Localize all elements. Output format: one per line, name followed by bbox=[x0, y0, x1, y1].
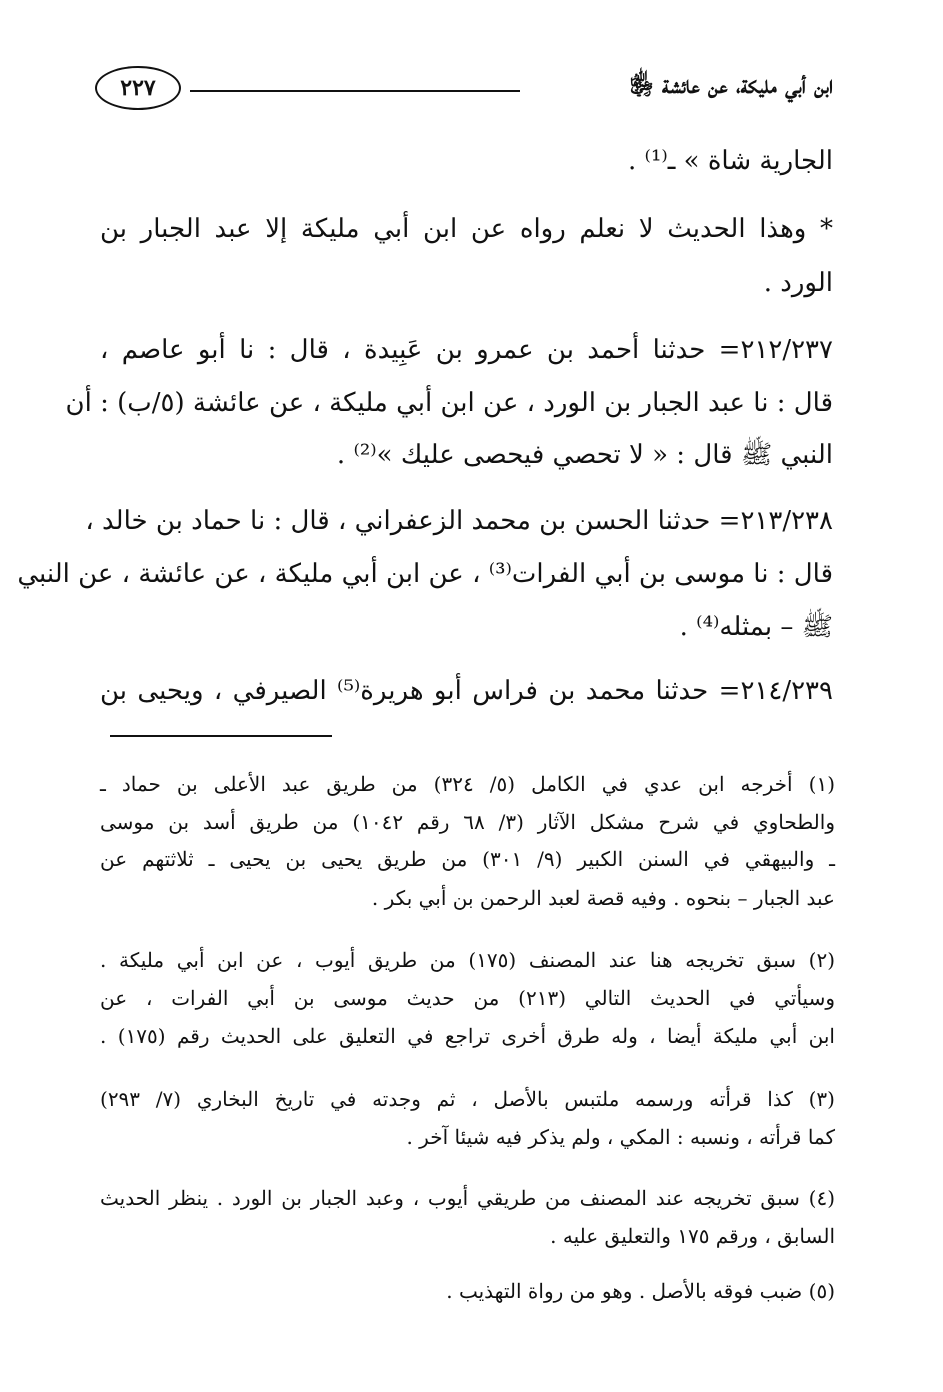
footnote-line: عبد الجبار – بنحوه . وفيه قصة لعبد الرحمن بن أبي بكر . bbox=[371, 886, 835, 910]
footnote-line: والطحاوي في شرح مشكل الآثار (٣/ ٦٨ رقم ١٠٤٢) من طريق أسد بن موسى bbox=[100, 810, 835, 834]
body-line: قال : نا موسى بن أبي الفرات⁽³⁾ ، عن ابن أبي مليكة ، عن عائشة ، عن النبي bbox=[17, 559, 833, 589]
body-line: الجارية شاة » ـ⁽¹⁾ . bbox=[628, 146, 833, 176]
running-title: ابن أبي مليكة، عن عائشة ﵂ bbox=[629, 70, 833, 99]
footnote-line: ابن أبي مليكة أيضا ، وله طرق أخرى تراجع في التعليق على الحديث رقم (١٧٥) . bbox=[100, 1024, 835, 1048]
footnote-line: (١) أخرجه ابن عدي في الكامل (٥/ ٣٢٤) من طريق عبد الأعلى بن حماد ـ bbox=[100, 772, 835, 796]
footnote-line: السابق ، ورقم ١٧٥ والتعليق عليه . bbox=[550, 1224, 835, 1248]
body-line: قال : نا عبد الجبار بن الورد ، عن ابن أبي مليكة ، عن عائشة (٥/ب) : أن bbox=[65, 388, 833, 418]
body-line: النبي ﷺ قال : « لا تحصي فيحصى عليك »⁽²⁾ . bbox=[336, 440, 833, 470]
footnote-rule bbox=[110, 735, 332, 737]
page-number: ٢٢٧ bbox=[120, 75, 156, 101]
footnote-line: كما قرأته ، ونسبه : المكي ، ولم يذكر فيه شيئا آخر . bbox=[406, 1125, 835, 1149]
body-line: ٢١٤/٢٣٩= حدثنا محمد بن فراس أبو هريرة⁽⁵⁾ الصيرفي ، ويحيى بن bbox=[100, 676, 833, 706]
footnote-line: (٥) ضبب فوقه بالأصل . وهو من رواة التهذيب . bbox=[446, 1279, 835, 1303]
body-line: ٢١٣/٢٣٨= حدثنا الحسن بن محمد الزعفراني ، قال : نا حماد بن خالد ، bbox=[85, 506, 833, 536]
footnote-line: (٤) سبق تخريجه عند المصنف من طريقي أيوب ، وعبد الجبار بن الورد . ينظر الحديث bbox=[100, 1186, 835, 1210]
footnote-line: (٢) سبق تخريجه هنا عند المصنف (١٧٥) من طريق أيوب ، عن ابن أبي مليكة . bbox=[100, 948, 836, 972]
body-line: * وهذا الحديث لا نعلم رواه عن ابن أبي مليكة إلا عبد الجبار بن bbox=[100, 214, 833, 244]
body-line: الورد . bbox=[763, 268, 833, 298]
body-line: ٢١٢/٢٣٧= حدثنا أحمد بن عمرو بن عَبِيدة ، قال : نا أبو عاصم ، bbox=[100, 335, 833, 365]
header-rule bbox=[190, 90, 520, 92]
body-line: ﷺ – بمثله⁽⁴⁾ . bbox=[679, 612, 833, 642]
footnote-line: (٣) كذا قرأته ورسمه ملتبس بالأصل ، ثم وجدته في تاريخ البخاري (٧/ ٢٩٣) bbox=[100, 1087, 835, 1111]
page-number-badge bbox=[95, 66, 181, 110]
footnote-line: وسيأتي في الحديث التالي (٢١٣) من حديث موسى بن أبي الفرات ، عن bbox=[100, 986, 835, 1010]
footnote-line: ـ والبيهقي في السنن الكبير (٩/ ٣٠١) من طريق يحيى بن يحيى ـ ثلاثتهم عن bbox=[100, 847, 835, 871]
